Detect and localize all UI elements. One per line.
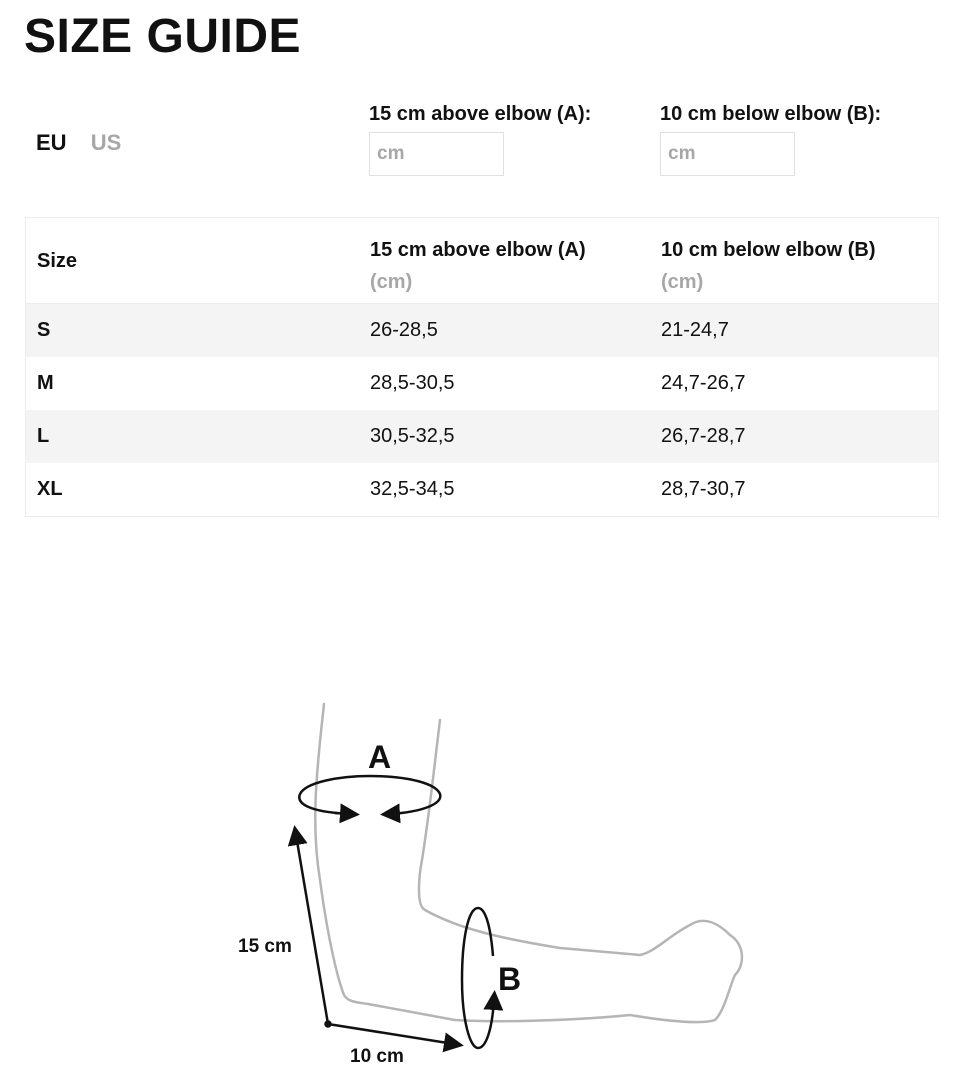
size-cell: S: [37, 319, 51, 341]
measurement-a-input[interactable]: [369, 132, 504, 176]
measurement-b-label: 10 cm below elbow (B):: [660, 103, 882, 125]
table-header-row: [26, 218, 938, 304]
unit-eu-button[interactable]: EU: [36, 130, 67, 155]
size-table: [25, 217, 939, 517]
dimension-15cm-label: 15 cm: [238, 936, 292, 957]
header-above-elbow-label: 15 cm above elbow (A): [370, 239, 586, 261]
unit-toggle: [36, 130, 121, 156]
ring-a-icon: [299, 776, 440, 814]
measurement-a-label: 15 cm above elbow (A):: [369, 103, 592, 125]
unit-us-button[interactable]: US: [90, 130, 122, 155]
header-below-elbow-label: 10 cm below elbow (B): [661, 239, 876, 261]
size-cell: L: [37, 425, 50, 447]
table-row: [26, 463, 938, 516]
above-elbow-cell: 28,5-30,5: [370, 372, 455, 394]
arm-measurement-diagram: [200, 690, 780, 1080]
measurement-a-field: [369, 102, 591, 176]
header-below-elbow-unit: (cm): [661, 271, 704, 293]
table-row: [26, 357, 938, 410]
header-size: Size: [37, 250, 78, 272]
size-cell: XL: [37, 478, 63, 500]
size-cell: M: [37, 372, 54, 394]
below-elbow-cell: 21-24,7: [661, 319, 729, 341]
measurement-b-field: [660, 102, 881, 176]
above-elbow-cell: 26-28,5: [370, 319, 438, 341]
header-above-elbow: [370, 234, 586, 298]
label-a: A: [368, 739, 392, 775]
label-b: B: [498, 961, 522, 997]
measurement-b-input[interactable]: [660, 132, 795, 176]
arm-diagram-svg: [200, 690, 780, 1080]
table-row: [26, 304, 938, 357]
header-below-elbow: [661, 234, 875, 298]
dimension-10cm-label: 10 cm: [350, 1046, 404, 1067]
table-row: [26, 410, 938, 463]
above-elbow-cell: 30,5-32,5: [370, 425, 455, 447]
ring-b-icon: [462, 908, 494, 1048]
above-elbow-cell: 32,5-34,5: [370, 478, 455, 500]
header-above-elbow-unit: (cm): [370, 271, 413, 293]
below-elbow-cell: 26,7-28,7: [661, 425, 746, 447]
below-elbow-cell: 24,7-26,7: [661, 372, 746, 394]
below-elbow-cell: 28,7-30,7: [661, 478, 746, 500]
page-title: SIZE GUIDE: [24, 10, 302, 63]
dimension-lines: [296, 835, 454, 1044]
